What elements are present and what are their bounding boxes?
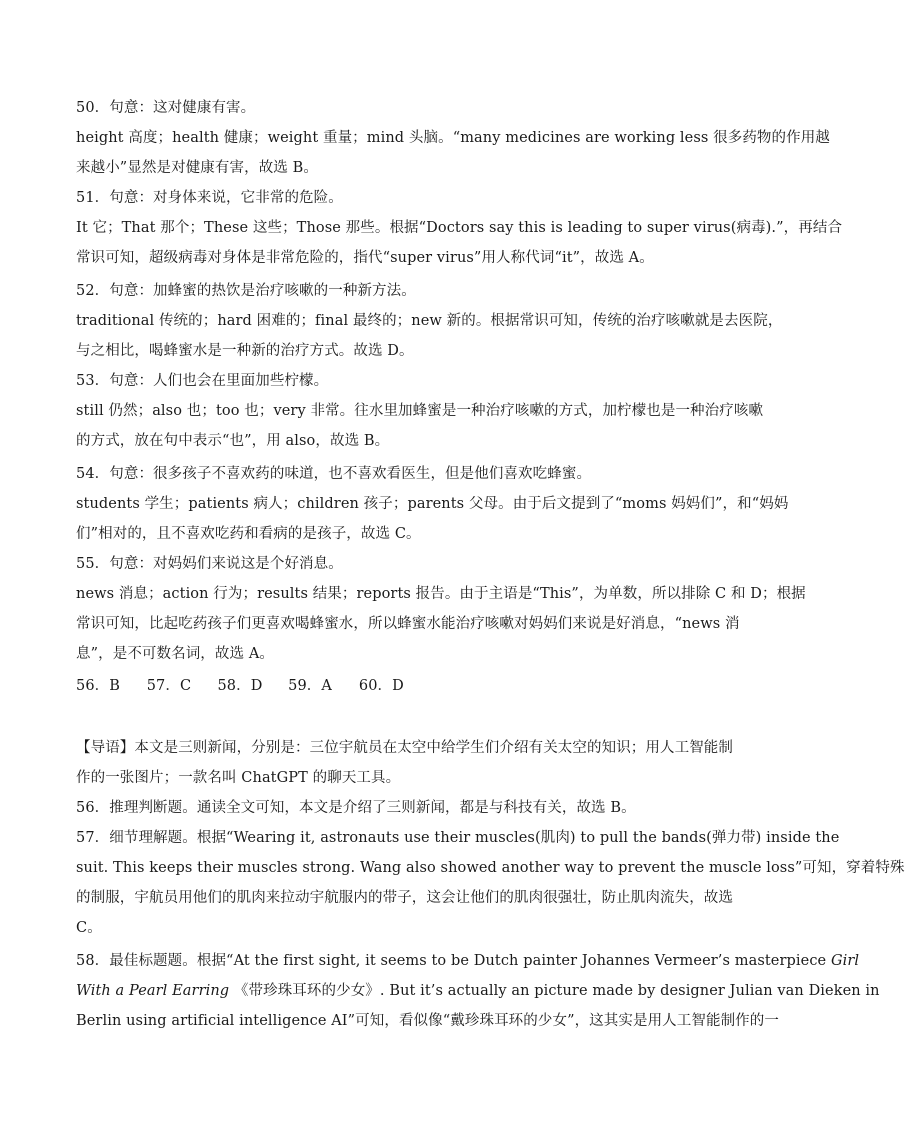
q51-heading: 51．句意：对身体来说，它非常的危险。: [76, 190, 343, 206]
q57-explanation-line1: 57．细节理解题。根据“Wearing it, astronauts use their muscles(肌肉) to pull the bands(弹力带) inside the: [76, 830, 840, 846]
painting-title-pearl: With a Pearl Earring: [76, 983, 230, 999]
q58-text-part1: 58．最佳标题题。根据“At the first sight, it seems to be Dutch painter Johannes Vermeer’s masterpiece: [76, 953, 831, 969]
answer-56: 56．B: [76, 678, 121, 694]
q58-explanation-line2: [76, 981, 880, 1001]
answer-59: 59．A: [288, 678, 332, 694]
answer-key-56-60: [76, 676, 728, 696]
q50-explanation-line1: height 高度；health 健康；weight 重量；mind 头脑。“many medicines are working less 很多药物的作用越: [76, 130, 830, 146]
answer-57: 57．C: [146, 678, 192, 694]
q55-explanation-line3: 息”，是不可数名词，故选 A。: [76, 646, 274, 662]
q58-explanation-line1: [76, 951, 860, 971]
q54-explanation-line1: students 学生；patients 病人；children 孩子；parents 父母。由于后文提到了“moms 妈妈们”，和“妈妈: [76, 496, 789, 512]
q53-explanation-line1: still 仍然；also 也；too 也；very 非常。往水里加蜂蜜是一种治疗咳嗽的方式，加柠檬也是一种治疗咳嗽: [76, 403, 764, 419]
q56-explanation: 56．推理判断题。通读全文可知，本文是介绍了三则新闻，都是与科技有关，故选 B。: [76, 800, 636, 816]
q50-heading: 50．句意：这对健康有害。: [76, 100, 256, 116]
q55-heading: 55．句意：对妈妈们来说这是个好消息。: [76, 556, 343, 572]
q52-explanation-line1: traditional 传统的；hard 困难的；final 最终的；new 新的。根据常识可知，传统的治疗咳嗽就是去医院，: [76, 313, 783, 329]
q51-explanation-line1: It 它；That 那个；These 这些；Those 那些。根据“Doctors say this is leading to super virus(病毒).”，再结合: [76, 220, 843, 236]
q55-explanation-line1: news 消息；action 行为；results 结果；reports 报告。由于主语是“This”，为单数，所以排除 C 和 D；根据: [76, 586, 806, 602]
q51-explanation-line2: 常识可知，超级病毒对身体是非常危险的，指代“super virus”用人称代词“it”，故选 A。: [76, 250, 654, 266]
q58-text-part2: 《带珍珠耳环的少女》. But it’s actually an picture made by designer Julian van Dieken in: [229, 983, 880, 999]
q54-explanation-line2: 们”相对的，且不喜欢吃药和看病的是孩子，故选 C。: [76, 526, 421, 542]
q54-heading: 54．句意：很多孩子不喜欢药的味道，也不喜欢看医生，但是他们喜欢吃蜂蜜。: [76, 466, 592, 482]
q52-explanation-line2: 与之相比，喝蜂蜜水是一种新的治疗方式。故选 D。: [76, 343, 414, 359]
q57-explanation-line2: suit. This keeps their muscles strong. Wang also showed another way to prevent the muscle loss”可知，穿着特殊: [76, 860, 905, 876]
answer-60: 60．D: [358, 678, 404, 694]
answer-58: 58．D: [217, 678, 263, 694]
intro-line2: 作的一张图片；一款名叫 ChatGPT 的聊天工具。: [76, 770, 401, 786]
q57-explanation-line4: C。: [76, 920, 102, 936]
q55-explanation-line2: 常识可知，比起吃药孩子们更喜欢喝蜂蜜水，所以蜂蜜水能治疗咳嗽对妈妈们来说是好消息，“news 消: [76, 616, 740, 632]
painting-title-girl: Girl: [830, 953, 860, 969]
q52-heading: 52．句意：加蜂蜜的热饮是治疗咳嗽的一种新方法。: [76, 283, 416, 299]
q53-heading: 53．句意：人们也会在里面加些柠檬。: [76, 373, 329, 389]
q53-explanation-line2: 的方式，放在句中表示“也”，用 also，故选 B。: [76, 433, 390, 449]
q58-explanation-line3: Berlin using artificial intelligence AI”可知，看似像“戴珍珠耳环的少女”，这其实是用人工智能制作的一: [76, 1013, 779, 1029]
q57-explanation-line3: 的制服，宇航员用他们的肌肉来拉动宇航服内的带子，这会让他们的肌肉很强壮，防止肌肉流失，故选: [76, 890, 733, 906]
intro-line1: 【导语】本文是三则新闻，分别是：三位宇航员在太空中给学生们介绍有关太空的知识；用人工智能制: [76, 740, 733, 756]
q50-explanation-line2: 来越小”显然是对健康有害，故选 B。: [76, 160, 318, 176]
